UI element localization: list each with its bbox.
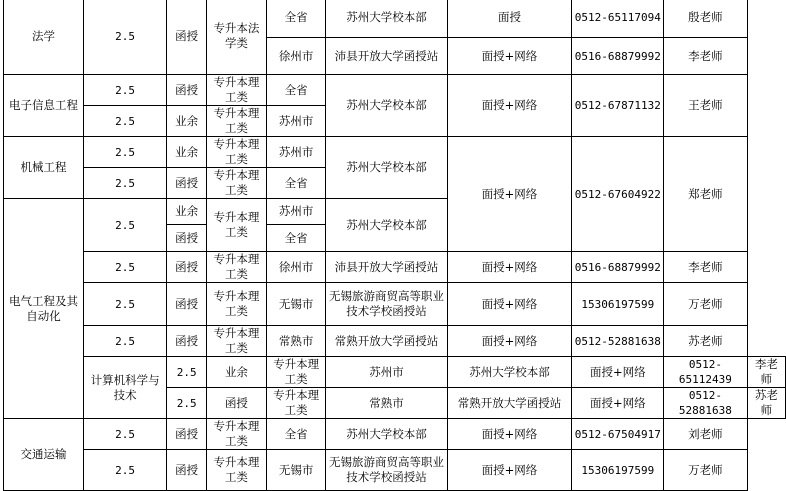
area-cell: 苏州市 (266, 106, 326, 137)
site-cell: 苏州大学校本部 (326, 137, 447, 199)
contact-cell: 苏老师 (664, 326, 748, 357)
years-cell: 2.5 (167, 388, 207, 419)
years-cell: 2.5 (83, 252, 166, 283)
site-cell: 苏州大学校本部 (326, 0, 447, 38)
phone-cell: 0512-67871132 (572, 75, 664, 137)
level-cell: 专升本理工类 (207, 75, 267, 106)
study-type-cell: 函授 (167, 225, 207, 252)
years-cell: 2.5 (83, 75, 166, 106)
area-cell: 徐州市 (266, 38, 326, 75)
mode-cell: 面授+网络 (447, 137, 572, 252)
study-type-cell: 函授 (167, 168, 207, 199)
major-cell: 机械工程 (4, 137, 84, 199)
level-cell: 专升本理工类 (207, 106, 267, 137)
mode-cell: 面授 (447, 0, 572, 38)
study-type-cell: 函授 (167, 419, 207, 450)
site-cell: 无锡旅游商贸高等职业技术学校函授站 (326, 450, 447, 491)
years-cell: 2.5 (167, 357, 207, 388)
study-type-cell: 业余 (207, 357, 267, 388)
level-cell: 专升本法学类 (207, 0, 267, 75)
years-cell: 2.5 (83, 106, 166, 137)
area-cell: 全省 (266, 0, 326, 38)
contact-cell: 王老师 (664, 75, 748, 137)
mode-cell: 面授+网络 (572, 357, 664, 388)
site-cell: 苏州大学校本部 (326, 75, 447, 137)
enrollment-table (3, 0, 786, 491)
site-cell: 沛县开放大学函授站 (326, 252, 447, 283)
phone-cell: 0516-68879992 (572, 38, 664, 75)
phone-cell: 0512-65112439 (664, 357, 748, 388)
site-cell: 苏州大学校本部 (326, 419, 447, 450)
level-cell: 专升本理工类 (207, 326, 267, 357)
level-cell: 专升本理工类 (207, 168, 267, 199)
table-row (4, 357, 786, 388)
level-cell: 专升本理工类 (207, 137, 267, 168)
area-cell: 徐州市 (266, 252, 326, 283)
level-cell: 专升本理工类 (207, 199, 267, 252)
table-row (4, 137, 786, 168)
contact-cell: 殷老师 (664, 0, 748, 38)
years-cell: 2.5 (83, 168, 166, 199)
years-cell: 2.5 (83, 326, 166, 357)
contact-cell: 李老师 (664, 38, 748, 75)
years-cell: 2.5 (83, 137, 166, 168)
major-cell: 交通运输 (4, 419, 84, 491)
phone-cell: 0512-52881638 (664, 388, 748, 419)
level-cell: 专升本理工类 (266, 357, 326, 388)
contact-cell: 李老师 (747, 357, 785, 388)
mode-cell: 面授+网络 (572, 388, 664, 419)
study-type-cell: 函授 (167, 450, 207, 491)
phone-cell: 0512-65117094 (572, 0, 664, 38)
contact-cell: 万老师 (664, 283, 748, 326)
area-cell: 常熟市 (266, 326, 326, 357)
mode-cell: 面授+网络 (447, 450, 572, 491)
phone-cell: 0516-68879992 (572, 252, 664, 283)
level-cell: 专升本理工类 (207, 283, 267, 326)
study-type-cell: 函授 (207, 388, 267, 419)
area-cell: 全省 (266, 225, 326, 252)
contact-cell: 苏老师 (747, 388, 785, 419)
contact-cell: 郑老师 (664, 137, 748, 252)
area-cell: 全省 (266, 168, 326, 199)
contact-cell: 李老师 (664, 252, 748, 283)
phone-cell: 15306197599 (572, 283, 664, 326)
table-row (4, 326, 786, 357)
years-cell: 2.5 (83, 0, 166, 75)
site-cell: 苏州大学校本部 (326, 199, 447, 252)
years-cell: 2.5 (83, 419, 166, 450)
years-cell: 2.5 (83, 450, 166, 491)
table-row (4, 419, 786, 450)
site-cell: 沛县开放大学函授站 (326, 38, 447, 75)
study-type-cell: 函授 (167, 326, 207, 357)
study-type-cell: 函授 (167, 75, 207, 106)
mode-cell: 面授+网络 (447, 326, 572, 357)
major-cell: 计算机科学与技术 (83, 357, 166, 419)
contact-cell: 万老师 (664, 450, 748, 491)
table-row (4, 252, 786, 283)
area-cell: 苏州市 (326, 357, 447, 388)
mode-cell: 面授+网络 (447, 75, 572, 137)
years-cell: 2.5 (83, 283, 166, 326)
table-row (4, 0, 786, 38)
study-type-cell: 业余 (167, 137, 207, 168)
study-type-cell: 业余 (167, 199, 207, 225)
level-cell: 专升本理工类 (207, 419, 267, 450)
table-row (4, 75, 786, 106)
area-cell: 无锡市 (266, 283, 326, 326)
phone-cell: 15306197599 (572, 450, 664, 491)
study-type-cell: 业余 (167, 106, 207, 137)
study-type-cell: 函授 (167, 0, 207, 75)
site-cell: 苏州大学校本部 (447, 357, 572, 388)
mode-cell: 面授+网络 (447, 38, 572, 75)
years-cell: 2.5 (83, 199, 166, 252)
site-cell: 常熟开放大学函授站 (326, 326, 447, 357)
major-cell: 电子信息工程 (4, 75, 84, 137)
phone-cell: 0512-67504917 (572, 419, 664, 450)
area-cell: 苏州市 (266, 199, 326, 225)
mode-cell: 面授+网络 (447, 252, 572, 283)
study-type-cell: 函授 (167, 283, 207, 326)
mode-cell: 面授+网络 (447, 419, 572, 450)
area-cell: 无锡市 (266, 450, 326, 491)
area-cell: 常熟市 (326, 388, 447, 419)
level-cell: 专升本理工类 (207, 450, 267, 491)
table-row (4, 283, 786, 326)
site-cell: 常熟开放大学函授站 (447, 388, 572, 419)
major-cell: 法学 (4, 0, 84, 75)
contact-cell: 刘老师 (664, 419, 748, 450)
level-cell: 专升本理工类 (207, 252, 267, 283)
major-cell: 电气工程及其自动化 (4, 199, 84, 419)
area-cell: 全省 (266, 419, 326, 450)
study-type-cell: 函授 (167, 252, 207, 283)
area-cell: 苏州市 (266, 137, 326, 168)
phone-cell: 0512-67604922 (572, 137, 664, 252)
site-cell: 无锡旅游商贸高等职业技术学校函授站 (326, 283, 447, 326)
table-row (4, 450, 786, 491)
mode-cell: 面授+网络 (447, 283, 572, 326)
area-cell: 全省 (266, 75, 326, 106)
level-cell: 专升本理工类 (266, 388, 326, 419)
phone-cell: 0512-52881638 (572, 326, 664, 357)
